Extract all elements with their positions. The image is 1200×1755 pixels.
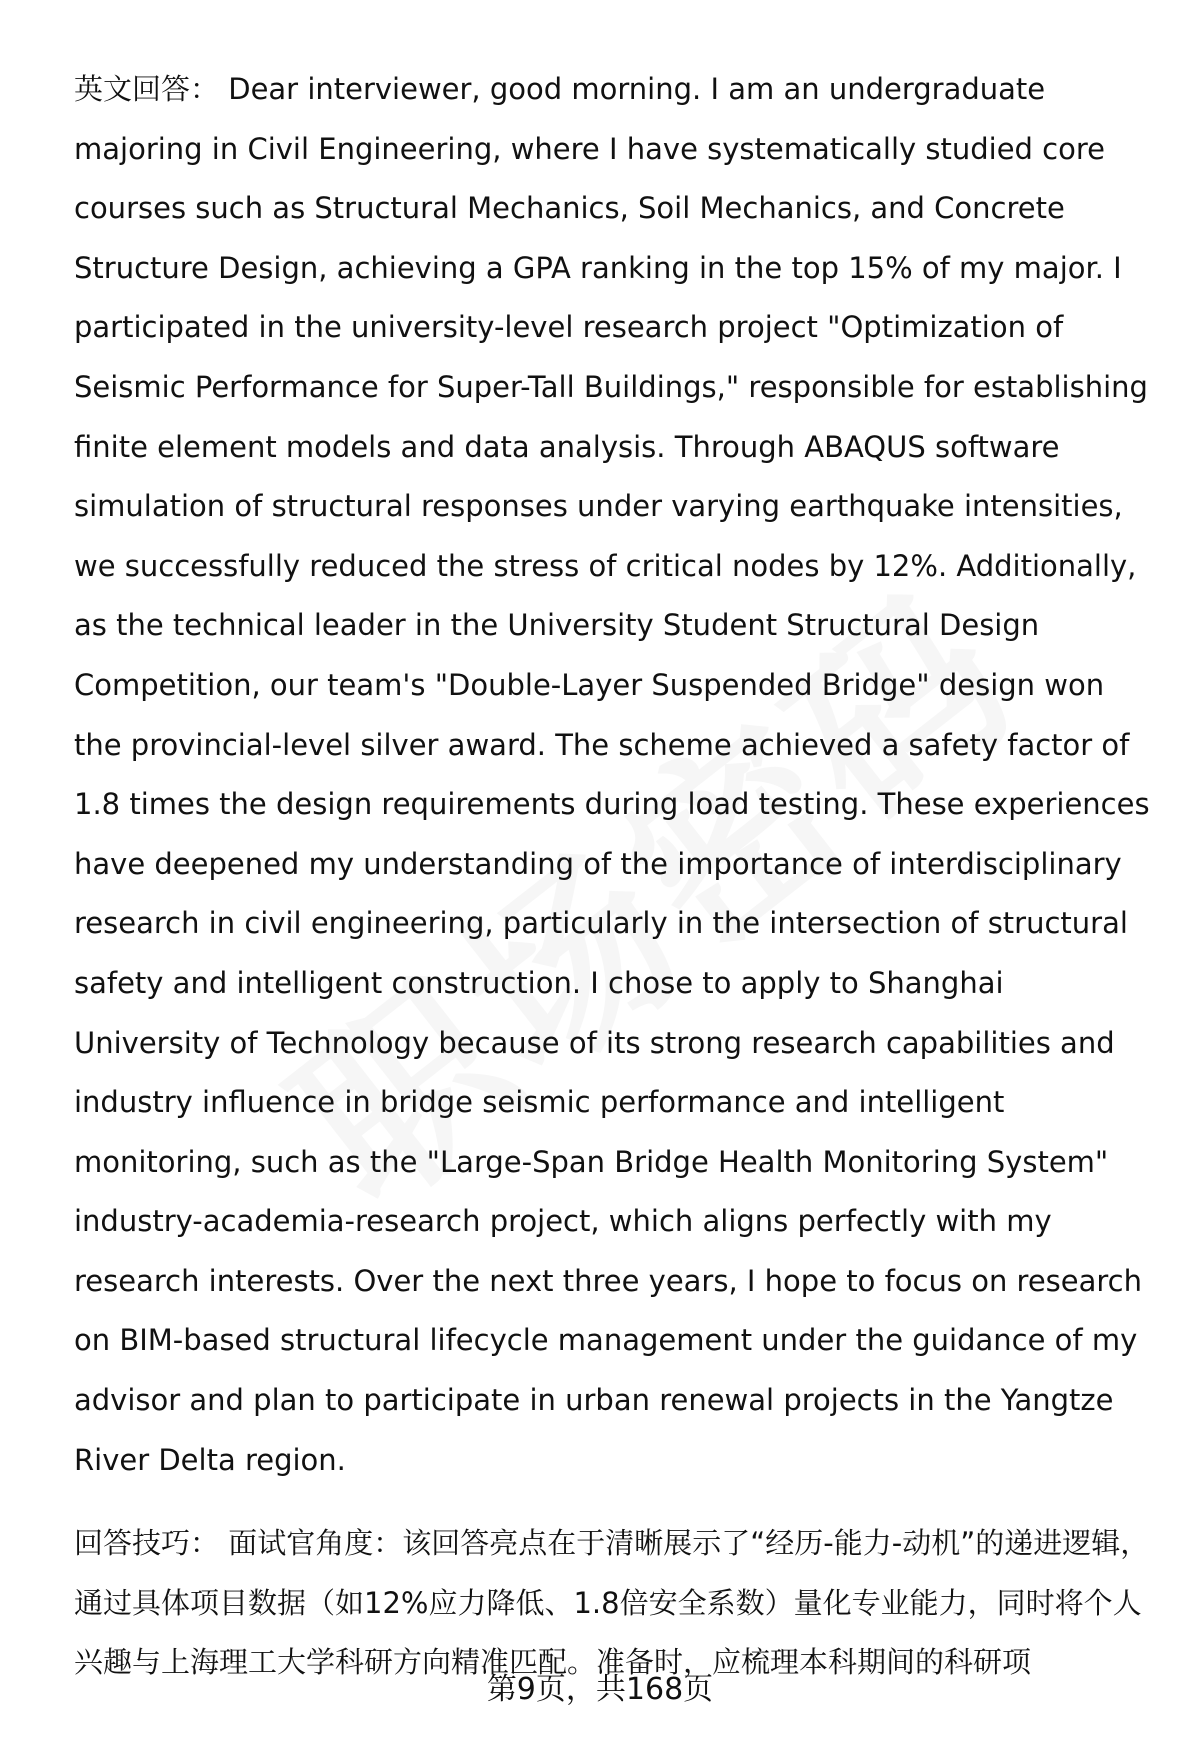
page-number-footer: 第9页，共168页: [486, 1672, 714, 1707]
english-answer-label: 英文回答：: [74, 72, 220, 106]
answer-tips-text: 面试官角度：该回答亮点在于清晰展示了“经历-能力-动机”的递进逻辑，通过具体项目数据（如12%应力降低、1.8倍安全系数）量化专业能力，同时将个人兴趣与上海理工大学科研方向精准匹配。准备时，应梳理本科期间的科研项: [74, 1526, 1150, 1680]
english-answer-text: Dear interviewer, good morning. I am an undergraduate majoring in Civil Engineering, where I have systematically studied core courses such as Structural Mechanics, Soil Mechanics, and Concrete Structure Design, achieving a GPA ranking in the top 15% of my major. I participated in the university-level research project "Optimization of Seismic Performance for Super-Tall Buildings," responsible for establishing finite element models and data analysis. Through ABAQUS software simulation of structural responses under varying earthquake intensities, we successfully reduced the stress of critical nodes by 12%. Additionally, as the technical leader in the University Student Structural Design Competition, our team's "Double-Layer Suspended Bridge" design won the provincial-level silver award. The scheme achieved a safety factor of 1.8 times the design requirements during load testing. These experiences have deepened my understanding of the importance of interdisciplinary research in civil engineering, particularly in the intersection of structural safety and intelligent construction. I chose to apply to Shanghai University of Technology because of its strong research capabilities and industry influence in bridge seismic performance and intelligent monitoring, such as the "Large-Span Bridge Health Monitoring System" industry-academia-research project, which aligns perfectly with my research interests. Over the next three years, I hope to focus on research on BIM-based structural lifecycle management under the guidance of my advisor and plan to participate in urban renewal projects in the Yangtze River Delta region.: [74, 72, 1150, 1477]
answer-tips-paragraph: [74, 1514, 1154, 1693]
english-answer-paragraph: [74, 60, 1154, 1490]
answer-tips-label: 回答技巧：: [74, 1526, 220, 1561]
page-content: [74, 60, 1154, 1693]
paragraph-gap: [74, 1490, 1154, 1514]
